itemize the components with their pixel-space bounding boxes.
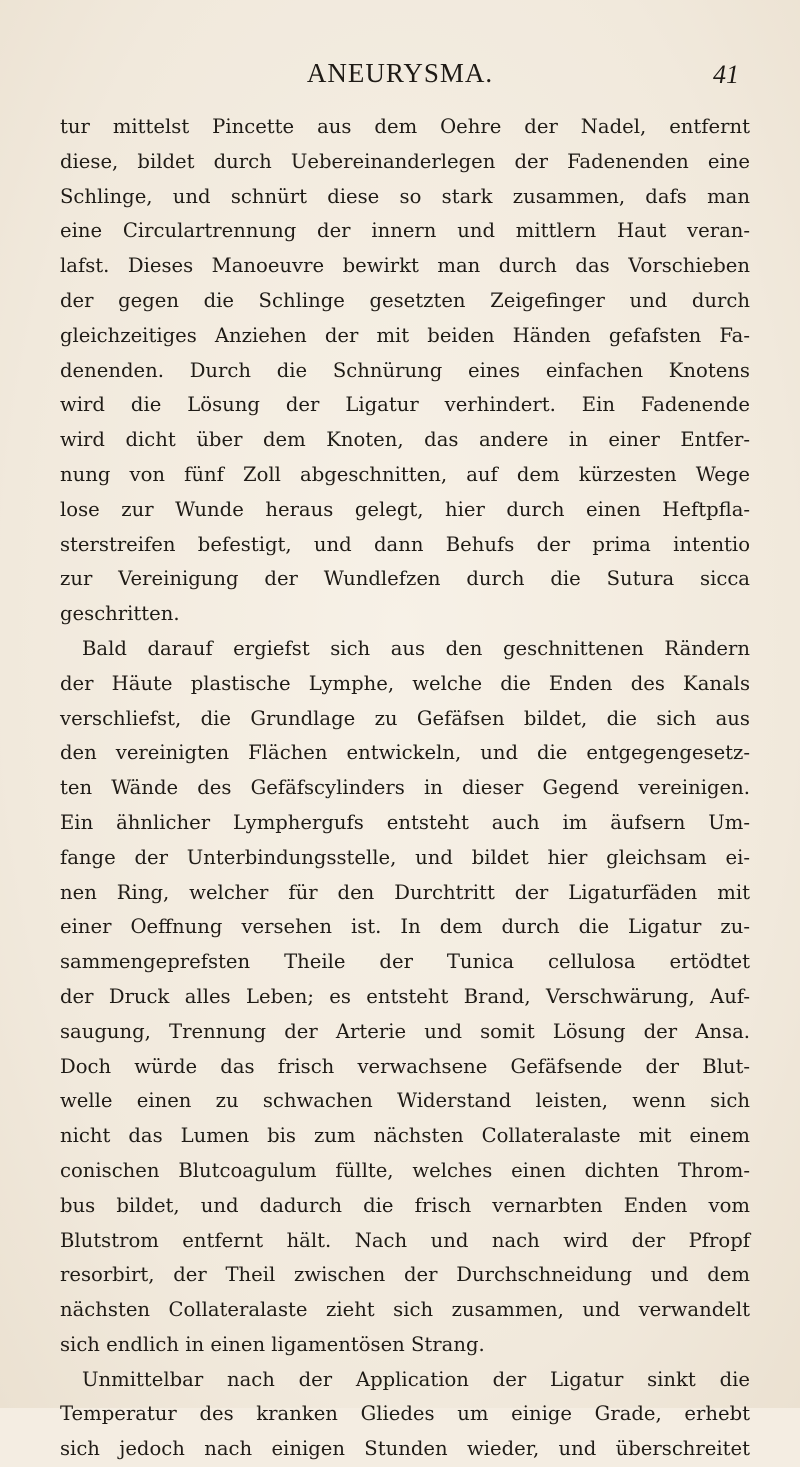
text-line: wird dicht über dem Knoten, das andere in einer Entfer- [60,428,750,452]
text-line: resorbirt, der Theil zwischen der Durchschneidung und dem [60,1263,750,1287]
text-line: lose zur Wunde heraus gelegt, hier durch einen Heftpfla- [60,497,750,521]
text-line: Ein ähnlicher Lymphergufs entsteht auch im äufsern Um- [60,810,750,834]
text-line: nicht das Lumen bis zum nächsten Collateralaste mit einem [60,1124,750,1148]
text-line: Unmittelbar nach der Application der Ligatur sinkt die [82,1367,750,1391]
text-line: der Häute plastische Lymphe, welche die Enden des Kanals [60,671,750,695]
text-line: verschliefst, die Grundlage zu Gefäfsen bildet, die sich aus [60,706,750,730]
page-header [0,58,800,98]
text-line: sammengeprefsten Theile der Tunica cellulosa ertödtet [60,950,750,974]
text-line: der Druck alles Leben; es entsteht Brand, Verschwärung, Auf- [60,984,750,1008]
text-line: den vereinigten Flächen entwickeln, und die entgegengesetz- [60,741,750,765]
text-line: lafst. Dieses Manoeuvre bewirkt man durch das Vorschieben [60,254,750,278]
text-line: geschritten. [60,602,180,626]
text-line: bus bildet, und dadurch die frisch vernarbten Enden vom [60,1193,750,1217]
text-line: Doch würde das frisch verwachsene Gefäfsende der Blut- [60,1054,750,1078]
text-line: sich endlich in einen ligamentösen Strang. [60,1332,485,1356]
text-line: gleichzeitiges Anziehen der mit beiden Händen gefafsten Fa- [60,323,750,347]
text-line: der gegen die Schlinge gesetzten Zeigefinger und durch [60,288,750,312]
text-line: saugung, Trennung der Arterie und somit Lösung der Ansa. [60,1019,750,1043]
text-line: eine Circulartrennung der innern und mittlern Haut veran- [60,219,750,243]
text-line: ten Wände des Gefäfscylinders in dieser Gegend vereinigen. [60,776,750,800]
text-line: Blutstrom entfernt hält. Nach und nach wird der Pfropf [60,1228,750,1252]
text-line: conischen Blutcoagulum füllte, welches einen dichten Throm- [60,1158,750,1182]
text-line: Schlinge, und schnürt diese so stark zusammen, dafs man [60,184,750,208]
text-line: welle einen zu schwachen Widerstand leisten, wenn sich [60,1089,750,1113]
text-line: Temperatur des kranken Gliedes um einige Grade, erhebt [60,1402,750,1426]
text-line: denenden. Durch die Schnürung eines einfachen Knotens [60,358,750,382]
text-line: tur mittelst Pincette aus dem Oehre der Nadel, entfernt [60,115,750,138]
text-line: einer Oeffnung versehen ist. In dem durch die Ligatur zu- [60,915,750,939]
text-line: fange der Unterbindungsstelle, und bildet hier gleichsam ei- [60,845,750,869]
text-line: nächsten Collateralaste zieht sich zusammen, und verwandelt [60,1298,750,1322]
text-line: nen Ring, welcher für den Durchtritt der Ligaturfäden mit [60,880,750,904]
page-number: 41 [713,60,739,89]
text-line: sich jedoch nach einigen Stunden wieder, und überschreitet [60,1437,750,1461]
text-line: sterstreifen befestigt, und dann Behufs der prima intentio [60,532,750,556]
text-line: wird die Lösung der Ligatur verhindert. Ein Fadenende [60,393,750,417]
text-line: diese, bildet durch Uebereinanderlegen der Fadenenden eine [60,149,750,173]
body-text [60,110,750,1467]
text-line: nung von fünf Zoll abgeschnitten, auf dem kürzesten Wege [60,462,750,486]
running-title: ANEURYSMA. [306,58,494,88]
text-line: zur Vereinigung der Wundlefzen durch die Sutura sicca [60,567,750,591]
text-line: Bald darauf ergiefst sich aus den geschnittenen Rändern [82,636,750,660]
